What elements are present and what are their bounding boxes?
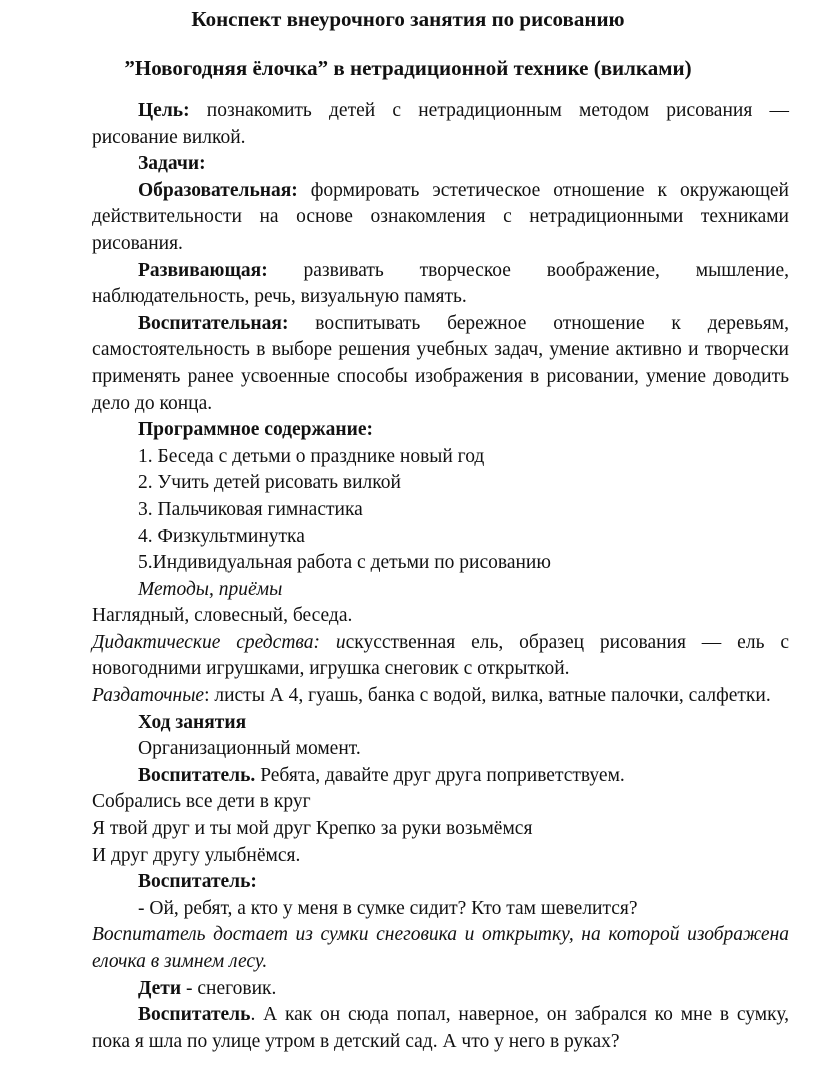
methods-text: Наглядный, словесный, беседа. bbox=[92, 605, 353, 627]
didactic-paragraph bbox=[92, 630, 789, 683]
speech-text: . А как он сюда попал, наверное, он забрался ко мне в сумку, пока я шла по улице утром в детский сад. А что у него в руках? bbox=[92, 1004, 789, 1052]
speaker-label: Воспитатель bbox=[138, 1004, 251, 1026]
teacher-line-1 bbox=[92, 763, 789, 790]
task-label: Образовательная: bbox=[138, 179, 298, 201]
program-item: 2. Учить детей рисовать вилкой bbox=[138, 472, 401, 494]
tasks-heading: Задачи: bbox=[138, 153, 206, 175]
lesson-heading: Ход занятия bbox=[138, 711, 247, 733]
stage-direction: Воспитатель достает из сумки снеговика и открытку, на которой изображена елочка в зимнем лесу. bbox=[92, 924, 789, 972]
speaker-label: Дети bbox=[138, 977, 182, 999]
document-title: Конспект внеурочного занятия по рисованию bbox=[191, 7, 625, 31]
didactic-label: Дидактические средства: и bbox=[92, 631, 346, 653]
task-upbringing bbox=[92, 311, 789, 417]
handouts-paragraph bbox=[92, 683, 789, 710]
document-body bbox=[92, 98, 789, 1055]
teacher-line-3 bbox=[92, 1002, 789, 1055]
task-text: воспитывать бережное отношение к деревьям, самостоятельность в выборе решения учебных задач, умение активно и творчески применять ранее усвоенные способы изображения в рисовании, умение доводить дело до конца. bbox=[92, 312, 789, 414]
goal-text: познакомить детей с нетрадиционным методом рисования — рисование вилкой. bbox=[92, 100, 789, 148]
methods-heading: Методы, приёмы bbox=[138, 578, 283, 600]
task-text: формировать эстетическое отношение к окружающей действительности на основе ознакомления с нетрадиционными техниками рисования. bbox=[92, 179, 789, 254]
didactic-text: скусственная ель, образец рисования — ель с новогодними игрушками, игрушка снеговик с открыткой. bbox=[92, 631, 789, 680]
task-developing bbox=[92, 258, 789, 311]
speech-text: - снеговик. bbox=[181, 977, 277, 999]
program-item: 5.Индивидуальная работа с детьми по рисованию bbox=[138, 552, 551, 574]
speech-text: Ребята, давайте друг друга поприветствуем. bbox=[255, 764, 625, 786]
task-label: Развивающая: bbox=[138, 259, 268, 281]
task-text: развивать творческое воображение, мышление, наблюдательность, речь, визуальную память. bbox=[92, 259, 789, 308]
teacher-speech-2: - Ой, ребят, а кто у меня в сумке сидит? Кто там шевелится? bbox=[138, 897, 638, 919]
program-item: 3. Пальчиковая гимнастика bbox=[138, 498, 363, 520]
goal-label: Цель: bbox=[138, 100, 190, 121]
program-heading: Программное содержание: bbox=[138, 419, 374, 441]
poem-line: Собрались все дети в круг bbox=[92, 791, 311, 813]
org-moment: Организационный момент. bbox=[138, 738, 361, 760]
poem-line: Я твой друг и ты мой друг Крепко за руки возьмёмся bbox=[92, 818, 533, 840]
handouts-label: Раздаточные bbox=[92, 685, 205, 707]
poem-line: И друг другу улыбнёмся. bbox=[92, 844, 301, 866]
handouts-text: : листы А 4, гуашь, банка с водой, вилка, ватные палочки, салфетки. bbox=[204, 685, 771, 707]
speaker-label: Воспитатель. bbox=[138, 764, 256, 786]
task-educational bbox=[92, 178, 789, 258]
document-subtitle: ”Новогодняя ёлочка” в нетрадиционной технике (вилками) bbox=[124, 56, 692, 80]
program-item: 1. Беседа с детьми о празднике новый год bbox=[138, 445, 485, 467]
goal-paragraph bbox=[92, 98, 789, 151]
children-line bbox=[92, 976, 789, 1003]
teacher-label-2: Воспитатель: bbox=[138, 871, 257, 893]
task-label: Воспитательная: bbox=[138, 312, 289, 334]
program-item: 4. Физкультминутка bbox=[138, 525, 305, 547]
